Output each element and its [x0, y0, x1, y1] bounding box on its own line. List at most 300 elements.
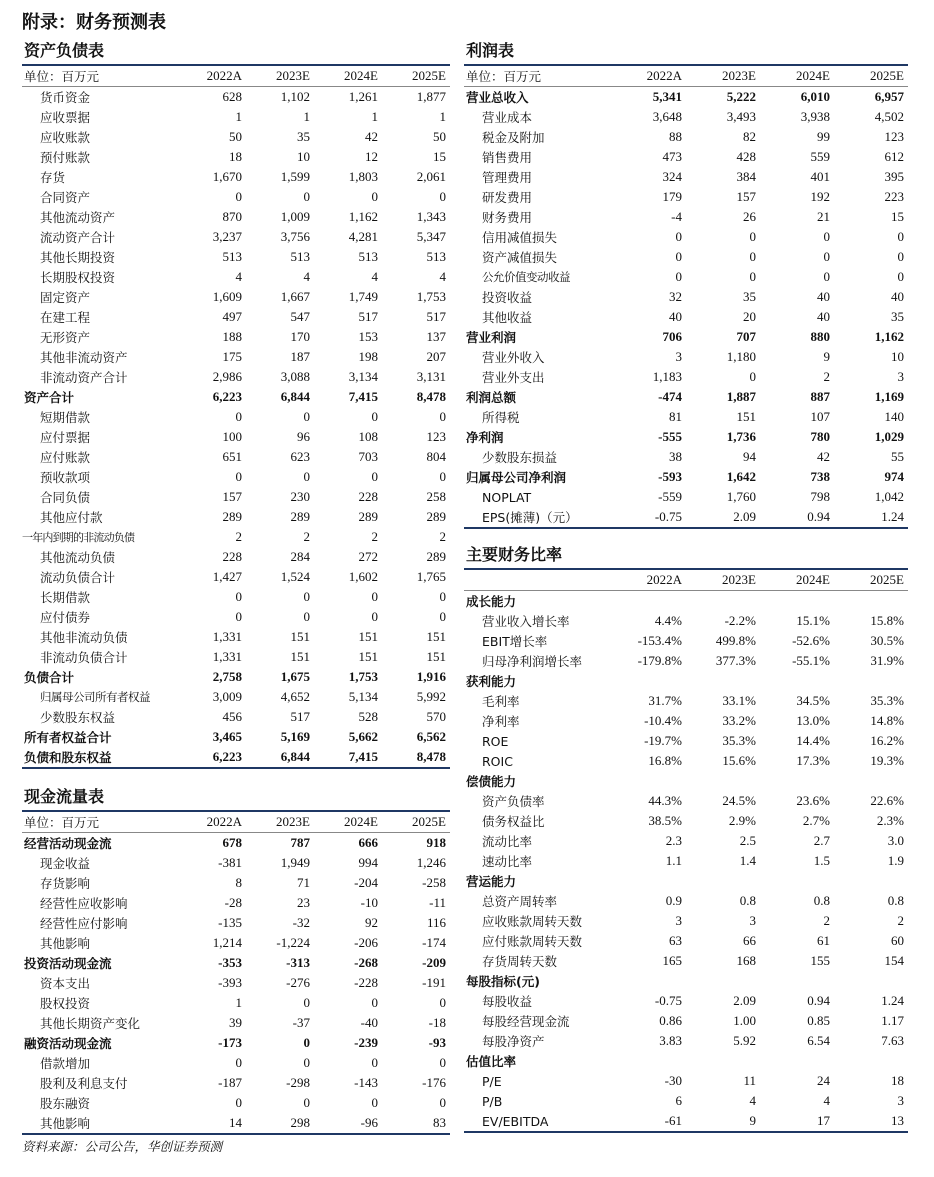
row-value: 0.94: [760, 507, 834, 528]
row-value: 513: [222, 249, 242, 264]
table-row: [464, 871, 908, 891]
row-label: 其他长期资产变化: [40, 1016, 141, 1031]
unit-label: [464, 570, 612, 591]
row-value: 82: [743, 129, 756, 144]
table-row: [22, 347, 450, 367]
row-label: EV/EBITDA: [464, 1111, 612, 1132]
table-row: [464, 467, 908, 487]
row-label: 利润总额: [466, 390, 517, 405]
row-value: [612, 1051, 686, 1071]
table-row: [464, 347, 908, 367]
row-value: 23.6%: [796, 793, 830, 808]
row-value: 88: [669, 129, 682, 144]
row-label: 存货: [40, 170, 66, 185]
row-value: 1: [371, 109, 378, 124]
row-value: -206: [354, 935, 378, 950]
row-value: 395: [884, 169, 904, 184]
row-value: 918: [426, 835, 446, 850]
row-value: 0.86: [659, 1013, 682, 1028]
row-value: 1.24: [881, 993, 904, 1008]
row-value: 0: [371, 589, 378, 604]
row-label: 净利润: [466, 430, 504, 445]
row-value: 6.54: [807, 1033, 830, 1048]
row-value: 456: [222, 709, 242, 724]
table-row: [22, 127, 450, 147]
table-row: [22, 1113, 450, 1134]
table-row: [22, 587, 450, 607]
row-value: 155: [810, 953, 830, 968]
row-value: 1: [235, 995, 242, 1010]
row-value: [686, 671, 760, 691]
row-value: 38: [669, 449, 682, 464]
row-value: 1,736: [726, 429, 756, 444]
row-value: 15.8%: [870, 613, 904, 628]
row-value: 1.1: [665, 853, 682, 868]
row-label: 预付账款: [40, 150, 91, 165]
header-row: [22, 66, 450, 87]
row-value: 1,331: [212, 649, 242, 664]
table-row: [22, 307, 450, 327]
row-label: 合同负债: [40, 490, 91, 505]
row-label: 应收账款周转天数: [482, 914, 583, 929]
row-value: 3: [897, 1093, 904, 1108]
row-value: 44.3%: [648, 793, 682, 808]
table-row: [22, 447, 450, 467]
row-label: 其他流动负债: [40, 550, 116, 565]
row-label: 归属母公司所有者权益: [40, 690, 150, 704]
row-value: 19.3%: [870, 753, 904, 768]
table-row: [22, 327, 450, 347]
table-row: [22, 1073, 450, 1093]
row-value: 1,602: [348, 569, 378, 584]
row-value: 198: [358, 349, 378, 364]
row-value: 1,214: [212, 935, 242, 950]
year-header: 2024E: [760, 570, 834, 591]
row-value: 0.94: [807, 993, 830, 1008]
row-value: -298: [286, 1075, 310, 1090]
table-row: [22, 607, 450, 627]
row-label: 其他非流动负债: [40, 630, 128, 645]
row-label: 无形资产: [40, 330, 91, 345]
row-label: 营业成本: [482, 110, 533, 125]
row-value: 35.3%: [722, 733, 756, 748]
row-value: 207: [426, 349, 446, 364]
row-value: 0: [235, 609, 242, 624]
row-label: 股利及利息支付: [40, 1076, 128, 1091]
row-value: 4: [371, 269, 378, 284]
row-label: 净利率: [482, 714, 520, 729]
row-label: P/E: [482, 1073, 502, 1089]
row-value: 0: [823, 269, 830, 284]
row-value: 0: [235, 1095, 242, 1110]
row-value: 4: [439, 269, 446, 284]
table-row: [22, 207, 450, 227]
row-label: 应付票据: [40, 430, 91, 445]
income-statement-section: [464, 38, 908, 529]
row-value: 35: [891, 309, 904, 324]
row-label: 每股收益: [482, 994, 533, 1009]
year-header: 2023E: [246, 812, 314, 833]
year-header: 2022A: [178, 812, 246, 833]
row-value: 66: [743, 933, 756, 948]
row-value: 6,844: [280, 389, 310, 404]
row-value: [612, 771, 686, 791]
row-value: 2,061: [416, 169, 446, 184]
row-value: 23: [297, 895, 310, 910]
row-value: 974: [884, 469, 904, 484]
table-row: [464, 831, 908, 851]
row-value: 5.92: [733, 1033, 756, 1048]
row-value: -593: [658, 469, 682, 484]
table-row: [464, 327, 908, 347]
row-value: 798: [810, 489, 830, 504]
row-value: 151: [290, 649, 310, 664]
row-value: 1,102: [280, 89, 310, 104]
row-value: 151: [426, 649, 446, 664]
row-value: 35.3%: [870, 693, 904, 708]
row-value: -228: [354, 975, 378, 990]
row-value: 4: [303, 269, 310, 284]
table-row: [464, 267, 908, 287]
table-row: [22, 1053, 450, 1073]
row-value: 1,009: [280, 209, 310, 224]
row-value: -268: [354, 955, 378, 970]
row-value: 1,675: [280, 669, 310, 684]
row-value: 60: [891, 933, 904, 948]
row-label: EBIT增长率: [482, 634, 548, 649]
row-value: 8,478: [416, 389, 446, 404]
table-row: [22, 953, 450, 973]
ratios-section: [464, 542, 908, 1133]
row-value: 1: [235, 109, 242, 124]
row-label: 负债和股东权益: [22, 747, 178, 768]
row-value: 8: [235, 875, 242, 890]
row-value: 0: [303, 189, 310, 204]
row-value: 666: [358, 835, 378, 850]
row-value: 123: [426, 429, 446, 444]
row-value: 16.8%: [648, 753, 682, 768]
row-value: 42: [817, 449, 830, 464]
source-note: 资料来源：公司公告，华创证券预测: [22, 1139, 223, 1154]
table-row: [464, 771, 908, 791]
row-value: 0: [303, 995, 310, 1010]
row-value: -96: [314, 1113, 382, 1134]
table-row: [22, 973, 450, 993]
row-label: 一年内到期的非流动负债: [22, 531, 135, 544]
row-value: 570: [426, 709, 446, 724]
row-value: 272: [358, 549, 378, 564]
row-label: 总资产周转率: [482, 894, 558, 909]
row-value: 0: [749, 229, 756, 244]
row-value: 157: [222, 489, 242, 504]
row-value: 6: [675, 1093, 682, 1108]
row-value: 6,223: [212, 389, 242, 404]
year-header: 2025E: [382, 66, 450, 87]
row-label: 流动负债合计: [40, 570, 116, 585]
row-label: 股权投资: [40, 996, 91, 1011]
row-value: 1,162: [348, 209, 378, 224]
row-label: 财务费用: [482, 210, 533, 225]
row-label: 营业外收入: [482, 350, 545, 365]
row-value: 0: [439, 1095, 446, 1110]
row-value: 289: [358, 509, 378, 524]
row-value: 30.5%: [870, 633, 904, 648]
year-header: 2025E: [834, 66, 908, 87]
row-value: 4.4%: [654, 613, 682, 628]
row-value: 887: [810, 389, 830, 404]
table-row: [464, 1091, 908, 1111]
table-row: [464, 811, 908, 831]
row-label: 所有者权益合计: [24, 730, 112, 745]
row-value: 2.7: [813, 833, 830, 848]
row-value: 1,599: [280, 169, 310, 184]
row-value: 3: [675, 913, 682, 928]
table-row: [22, 107, 450, 127]
row-value: 17: [760, 1111, 834, 1132]
header-row: [464, 570, 908, 591]
row-value: -19.7%: [644, 733, 682, 748]
table-row: [22, 707, 450, 727]
row-value: 499.8%: [715, 633, 756, 648]
row-value: 2.3%: [876, 813, 904, 828]
table-row: [464, 651, 908, 671]
year-header: 2025E: [834, 570, 908, 591]
row-value: 1,803: [348, 169, 378, 184]
row-value: 289: [290, 509, 310, 524]
year-header: 2022A: [612, 570, 686, 591]
row-value: -187: [218, 1075, 242, 1090]
table-row: [464, 427, 908, 447]
table-row: [22, 227, 450, 247]
row-value: 1.24: [834, 507, 908, 528]
table-row: [22, 627, 450, 647]
row-label: 资产合计: [24, 390, 75, 405]
row-value: 15.6%: [722, 753, 756, 768]
row-value: 0: [439, 589, 446, 604]
table-row: [22, 913, 450, 933]
year-header: 2024E: [314, 66, 382, 87]
row-value: 1,180: [726, 349, 756, 364]
row-value: 1,949: [280, 855, 310, 870]
row-value: 0.85: [807, 1013, 830, 1028]
row-value: 168: [736, 953, 756, 968]
row-value: 151: [358, 629, 378, 644]
table-row: [22, 487, 450, 507]
row-value: 151: [358, 649, 378, 664]
row-label: 投资收益: [482, 290, 533, 305]
page-title: 附录：财务预测表: [22, 12, 166, 33]
row-value: 517: [426, 309, 446, 324]
row-value: -11: [429, 895, 446, 910]
table-row: [22, 407, 450, 427]
row-value: 0: [371, 1095, 378, 1110]
row-value: 1,524: [280, 569, 310, 584]
row-value: 1,261: [348, 89, 378, 104]
row-value: 21: [817, 209, 830, 224]
table-row: [464, 671, 908, 691]
row-value: 289: [426, 509, 446, 524]
row-value: -0.75: [612, 507, 686, 528]
row-label: 归属母公司净利润: [466, 470, 567, 485]
row-value: -353: [218, 955, 242, 970]
row-label: 其他非流动资产: [40, 350, 128, 365]
row-value: 100: [222, 429, 242, 444]
row-value: 1: [303, 109, 310, 124]
row-value: 623: [290, 449, 310, 464]
row-value: 165: [662, 953, 682, 968]
row-label: 营业外支出: [482, 370, 545, 385]
row-value: [612, 591, 686, 612]
row-value: 7.63: [881, 1033, 904, 1048]
row-value: 1.17: [881, 1013, 904, 1028]
row-value: 26: [743, 209, 756, 224]
table-row: [464, 951, 908, 971]
row-value: 4,652: [280, 689, 310, 704]
row-label: 归母净利润增长率: [482, 654, 583, 669]
row-label: 非流动资产合计: [40, 370, 128, 385]
row-label: 速动比率: [482, 854, 533, 869]
row-value: 116: [426, 915, 446, 930]
row-value: 228: [222, 549, 242, 564]
row-value: 707: [736, 329, 756, 344]
row-value: 513: [358, 249, 378, 264]
row-value: [834, 1051, 908, 1071]
row-value: 0.8: [813, 893, 830, 908]
row-value: -276: [286, 975, 310, 990]
table-row: [464, 107, 908, 127]
table-row: [22, 1093, 450, 1113]
table-row: [464, 851, 908, 871]
row-value: 107: [810, 409, 830, 424]
row-value: 0: [371, 609, 378, 624]
income-statement-table: [464, 66, 908, 529]
row-value: 154: [884, 953, 904, 968]
row-label: 营运能力: [466, 874, 517, 889]
row-value: 628: [222, 89, 242, 104]
row-label: 资产负债率: [482, 794, 545, 809]
row-value: 108: [358, 429, 378, 444]
row-value: 0.8: [887, 893, 904, 908]
table-row: [464, 631, 908, 651]
table-row: [22, 147, 450, 167]
row-value: 6,223: [178, 747, 246, 768]
row-value: 179: [662, 189, 682, 204]
row-label: 债务权益比: [482, 814, 545, 829]
row-value: -10: [360, 895, 378, 910]
balance-sheet-title: 资产负债表: [22, 38, 450, 66]
row-value: [686, 971, 760, 991]
row-value: 2: [303, 529, 310, 544]
row-value: 517: [290, 709, 310, 724]
row-value: 547: [290, 309, 310, 324]
row-label: 应付账款周转天数: [482, 934, 583, 949]
row-value: -209: [422, 955, 446, 970]
row-value: -559: [658, 489, 682, 504]
row-value: 0: [303, 409, 310, 424]
table-row: [464, 711, 908, 731]
row-value: 92: [365, 915, 378, 930]
row-label: 预收款项: [40, 470, 91, 485]
row-value: -555: [658, 429, 682, 444]
row-value: 3,237: [212, 229, 242, 244]
row-value: 1,331: [212, 629, 242, 644]
row-value: 738: [810, 469, 830, 484]
row-value: 428: [736, 149, 756, 164]
table-row: [22, 893, 450, 913]
row-value: 0: [439, 609, 446, 624]
row-value: 0: [371, 995, 378, 1010]
row-value: 1,760: [726, 489, 756, 504]
row-value: 31.7%: [648, 693, 682, 708]
row-value: [760, 971, 834, 991]
row-label: 营业利润: [466, 330, 517, 345]
row-value: 33.2%: [722, 713, 756, 728]
row-value: 5,341: [652, 89, 682, 104]
row-label: 其他流动资产: [40, 210, 116, 225]
row-value: 3: [897, 369, 904, 384]
row-value: 230: [290, 489, 310, 504]
table-row: [464, 307, 908, 327]
row-value: 0: [303, 609, 310, 624]
table-row: [22, 287, 450, 307]
row-value: 513: [426, 249, 446, 264]
row-label: 成长能力: [466, 594, 517, 609]
year-header: 2024E: [760, 66, 834, 87]
row-label: 毛利率: [482, 694, 520, 709]
row-label: 长期借款: [40, 590, 91, 605]
row-value: 1,246: [416, 855, 446, 870]
row-value: 1.00: [733, 1013, 756, 1028]
row-value: 83: [382, 1113, 450, 1134]
row-value: 528: [358, 709, 378, 724]
row-value: -30: [664, 1073, 682, 1088]
table-row: [464, 731, 908, 751]
table-row: [22, 1033, 450, 1053]
row-value: 3,134: [348, 369, 378, 384]
row-value: 2: [897, 913, 904, 928]
row-label: 少数股东权益: [40, 710, 116, 725]
row-label: 投资活动现金流: [24, 956, 112, 971]
row-value: 0: [439, 189, 446, 204]
row-value: 3,493: [726, 109, 756, 124]
row-value: 40: [891, 289, 904, 304]
row-value: 3.83: [659, 1033, 682, 1048]
table-row: [464, 127, 908, 147]
row-value: 1,609: [212, 289, 242, 304]
row-value: 170: [290, 329, 310, 344]
row-value: 703: [358, 449, 378, 464]
row-value: 1,670: [212, 169, 242, 184]
row-value: 1,042: [874, 489, 904, 504]
row-value: 0: [303, 1095, 310, 1110]
row-value: -179.8%: [637, 653, 682, 668]
row-label: 负债合计: [24, 670, 75, 685]
row-value: [686, 771, 760, 791]
row-value: -258: [422, 875, 446, 890]
row-label: 固定资产: [40, 290, 91, 305]
row-value: 0: [235, 589, 242, 604]
row-value: 12: [365, 149, 378, 164]
row-value: -393: [218, 975, 242, 990]
row-value: 71: [297, 875, 310, 890]
row-value: 96: [297, 429, 310, 444]
row-value: 8,478: [382, 747, 450, 768]
row-label: 估值比率: [466, 1054, 517, 1069]
table-row: [464, 591, 908, 612]
table-row: [22, 667, 450, 687]
row-label: 信用减值损失: [482, 230, 558, 245]
row-value: [834, 871, 908, 891]
